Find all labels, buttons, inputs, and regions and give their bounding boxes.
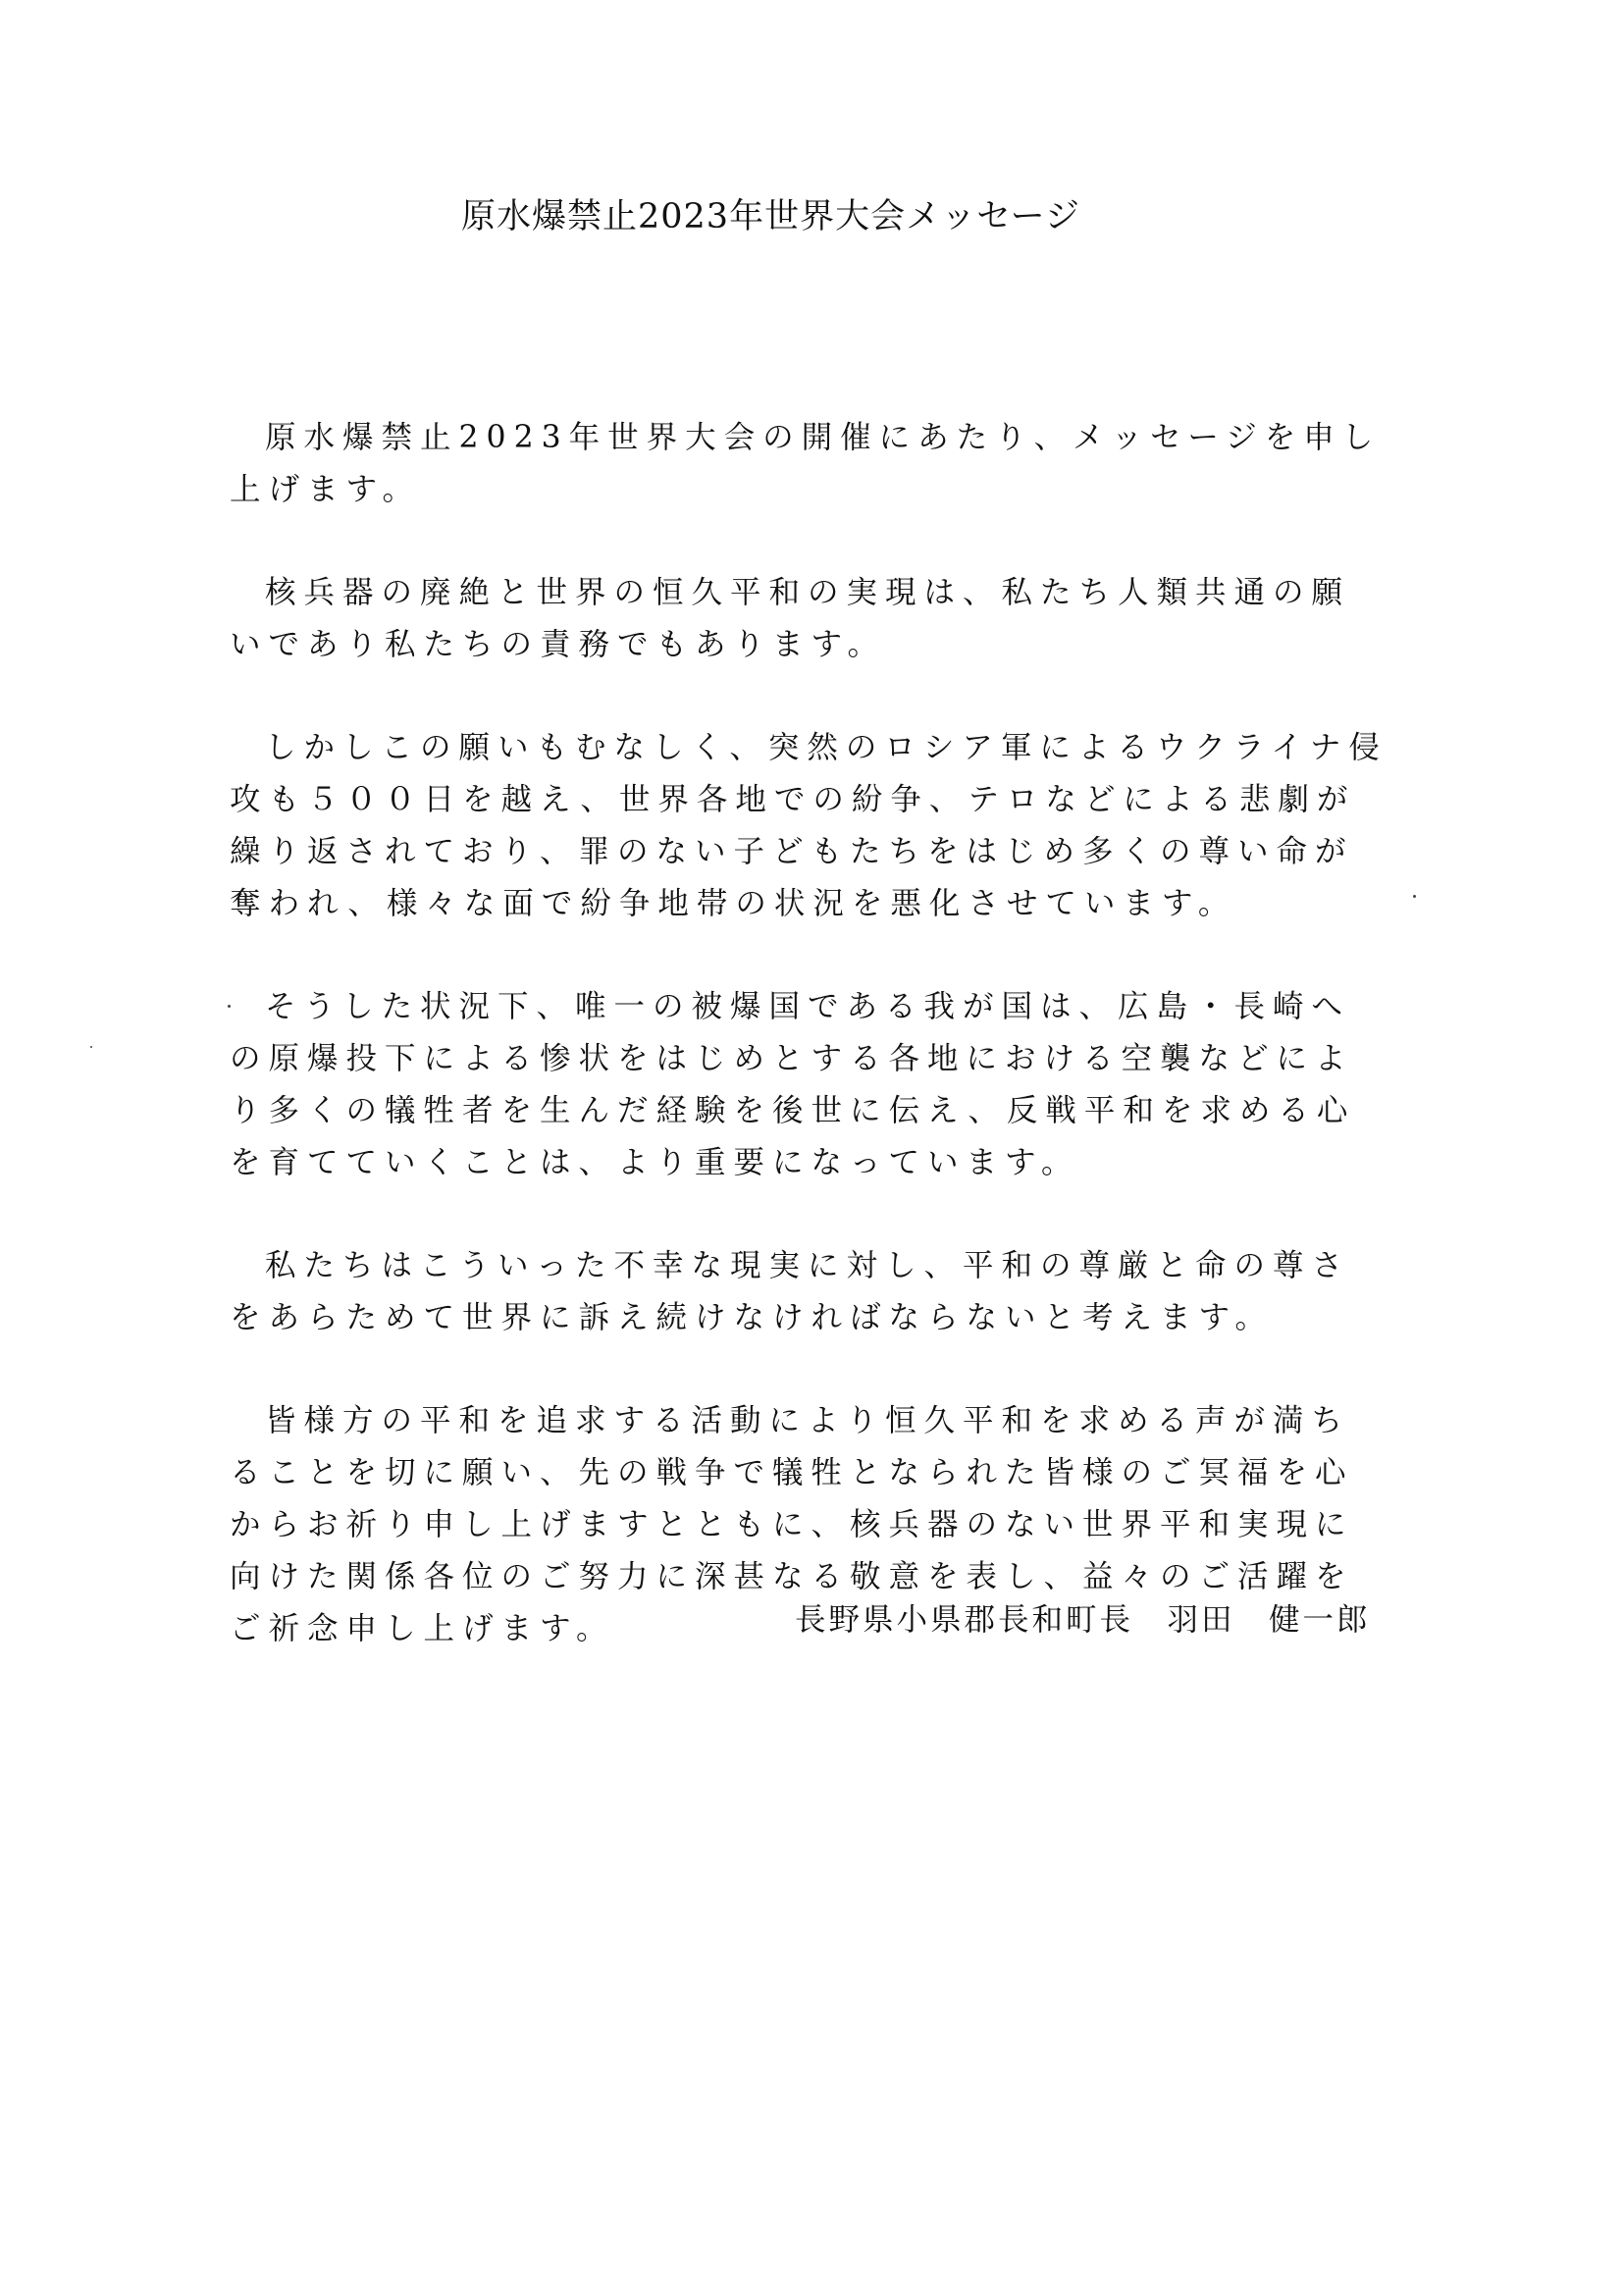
scan-speck xyxy=(1413,895,1416,898)
signature: 長野県小県郡長和町長 羽田 健一郎 xyxy=(795,1602,1371,1638)
paragraph-conflict: しかしこの願いもむなしく、突然のロシア軍によるウクライナ侵攻も５００日を越え、世界各地での紛争、テロなどによる悲劇が繰り返されており、罪のない子どもたちをはじめ多くの尊い命が奪われ、様々な面で紛争地帯の状況を悪化させています。 xyxy=(230,730,1387,921)
paragraph-experience: そうした状況下、唯一の被爆国である我が国は、広島・長崎への原爆投下による惨状をはじめとする各地における空襲などにより多くの犠牲者を生んだ経験を後世に伝え、反戦平和を求める心を育てていくことは、より重要になっています。 xyxy=(230,989,1356,1180)
document-title: 原水爆禁止2023年世界大会メッセージ xyxy=(461,197,1080,236)
message-body xyxy=(230,412,1387,1706)
scan-speck xyxy=(90,1046,92,1048)
paragraph-appeal: 私たちはこういった不幸な現実に対し、平和の尊厳と命の尊さをあらためて世界に訴え続けなければならないと考えます。 xyxy=(230,1248,1351,1335)
paragraph-closing: 皆様方の平和を追求する活動により恒久平和を求める声が満ちることを切に願い、先の戦争で犠牲となられた皆様のご冥福を心からお祈り申し上げますとともに、核兵器のない世界平和実現に向けた関係各位のご努力に深甚なる敬意を表し、益々のご活躍をご祈念申し上げます。 xyxy=(230,1403,1354,1646)
scan-speck xyxy=(228,1005,231,1008)
paragraph-abolition: 核兵器の廃絶と世界の恒久平和の実現は、私たち人類共通の願いであり私たちの責務でもあります。 xyxy=(230,575,1351,662)
paragraph-greeting: 原水爆禁止2023年世界大会の開催にあたり、メッセージを申し上げます。 xyxy=(230,420,1382,507)
